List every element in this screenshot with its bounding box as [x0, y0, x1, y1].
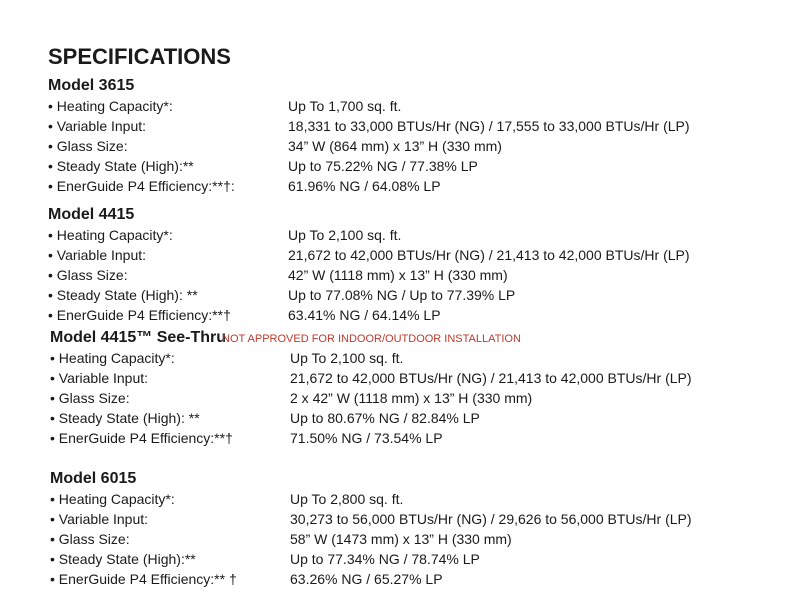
spec-value: 21,672 to 42,000 BTUs/Hr (NG) / 21,413 to 42,000 BTUs/Hr (LP) [290, 370, 692, 386]
spec-value: Up To 2,800 sq. ft. [290, 491, 404, 507]
spec-label: • Variable Input: [50, 370, 149, 386]
spec-row [48, 136, 778, 156]
spec-row [50, 368, 780, 388]
model-section [50, 469, 780, 589]
spec-label: • Steady State (High): ** [50, 410, 200, 426]
model-section [48, 76, 778, 196]
spec-row [50, 529, 780, 549]
spec-value: 18,331 to 33,000 BTUs/Hr (NG) / 17,555 to 33,000 BTUs/Hr (LP) [288, 118, 690, 134]
spec-value: Up To 2,100 sq. ft. [288, 227, 402, 243]
model-section [48, 205, 778, 325]
spec-row [48, 285, 778, 305]
spec-value: 58” W (1473 mm) x 13” H (330 mm) [290, 531, 512, 547]
spec-label: • Glass Size: [48, 267, 128, 283]
spec-label: • Heating Capacity*: [50, 491, 175, 507]
spec-label: • EnerGuide P4 Efficiency:** † [50, 571, 237, 587]
spec-value: 63.26% NG / 65.27% LP [290, 571, 443, 587]
spec-label: • Variable Input: [48, 118, 147, 134]
spec-label: • Variable Input: [50, 511, 149, 527]
spec-row [48, 225, 778, 245]
spec-row [48, 305, 778, 325]
spec-row [48, 116, 778, 136]
spec-row [50, 569, 780, 589]
spec-label: • Steady State (High):** [50, 551, 196, 567]
spec-row [50, 489, 780, 509]
spec-value: 71.50% NG / 73.54% LP [290, 430, 443, 446]
spec-label: • EnerGuide P4 Efficiency:**† [48, 307, 231, 323]
spec-row [48, 156, 778, 176]
spec-label: • Steady State (High):** [48, 158, 194, 174]
spec-label: • EnerGuide P4 Efficiency:**† [50, 430, 233, 446]
spec-value: Up to 77.34% NG / 78.74% LP [290, 551, 480, 567]
spec-row [50, 388, 780, 408]
model-heading: Model 3615 [48, 77, 135, 94]
spec-row [50, 428, 780, 448]
spec-value: 63.41% NG / 64.14% LP [288, 307, 441, 323]
installation-note: NOT APPROVED FOR INDOOR/OUTDOOR INSTALLATION [222, 333, 521, 345]
spec-value: Up to 80.67% NG / 82.84% LP [290, 410, 480, 426]
spec-value: Up To 1,700 sq. ft. [288, 98, 402, 114]
spec-row [48, 265, 778, 285]
spec-value: 34” W (864 mm) x 13” H (330 mm) [288, 138, 502, 154]
spec-value: 2 x 42” W (1118 mm) x 13” H (330 mm) [290, 390, 533, 406]
spec-label: • Glass Size: [50, 390, 130, 406]
spec-value: Up to 77.08% NG / Up to 77.39% LP [288, 287, 516, 303]
spec-value: 42” W (1118 mm) x 13” H (330 mm) [288, 267, 508, 283]
spec-value: 30,273 to 56,000 BTUs/Hr (NG) / 29,626 to 56,000 BTUs/Hr (LP) [290, 511, 692, 527]
spec-row [50, 408, 780, 428]
model-section [50, 328, 780, 448]
spec-row [50, 348, 780, 368]
spec-label: • Glass Size: [50, 531, 130, 547]
spec-value: 61.96% NG / 64.08% LP [288, 178, 441, 194]
spec-value: Up To 2,100 sq. ft. [290, 350, 404, 366]
spec-label: • Steady State (High): ** [48, 287, 198, 303]
spec-row [50, 549, 780, 569]
page-title: SPECIFICATIONS [48, 44, 231, 69]
model-heading: Model 4415 [48, 206, 135, 223]
spec-row [48, 96, 778, 116]
spec-label: • Heating Capacity*: [48, 98, 173, 114]
spec-label: • Glass Size: [48, 138, 128, 154]
model-heading [50, 328, 780, 348]
spec-row [48, 245, 778, 265]
spec-label: • Variable Input: [48, 247, 147, 263]
model-heading: Model 6015 [50, 470, 137, 487]
spec-label: • EnerGuide P4 Efficiency:**†: [48, 178, 235, 194]
spec-value: 21,672 to 42,000 BTUs/Hr (NG) / 21,413 to 42,000 BTUs/Hr (LP) [288, 247, 690, 263]
spec-row [48, 176, 778, 196]
spec-label: • Heating Capacity*: [48, 227, 173, 243]
spec-value: Up to 75.22% NG / 77.38% LP [288, 158, 478, 174]
spec-label: • Heating Capacity*: [50, 350, 175, 366]
model-name: Model 4415™ See-Thru [50, 329, 227, 346]
spec-row [50, 509, 780, 529]
